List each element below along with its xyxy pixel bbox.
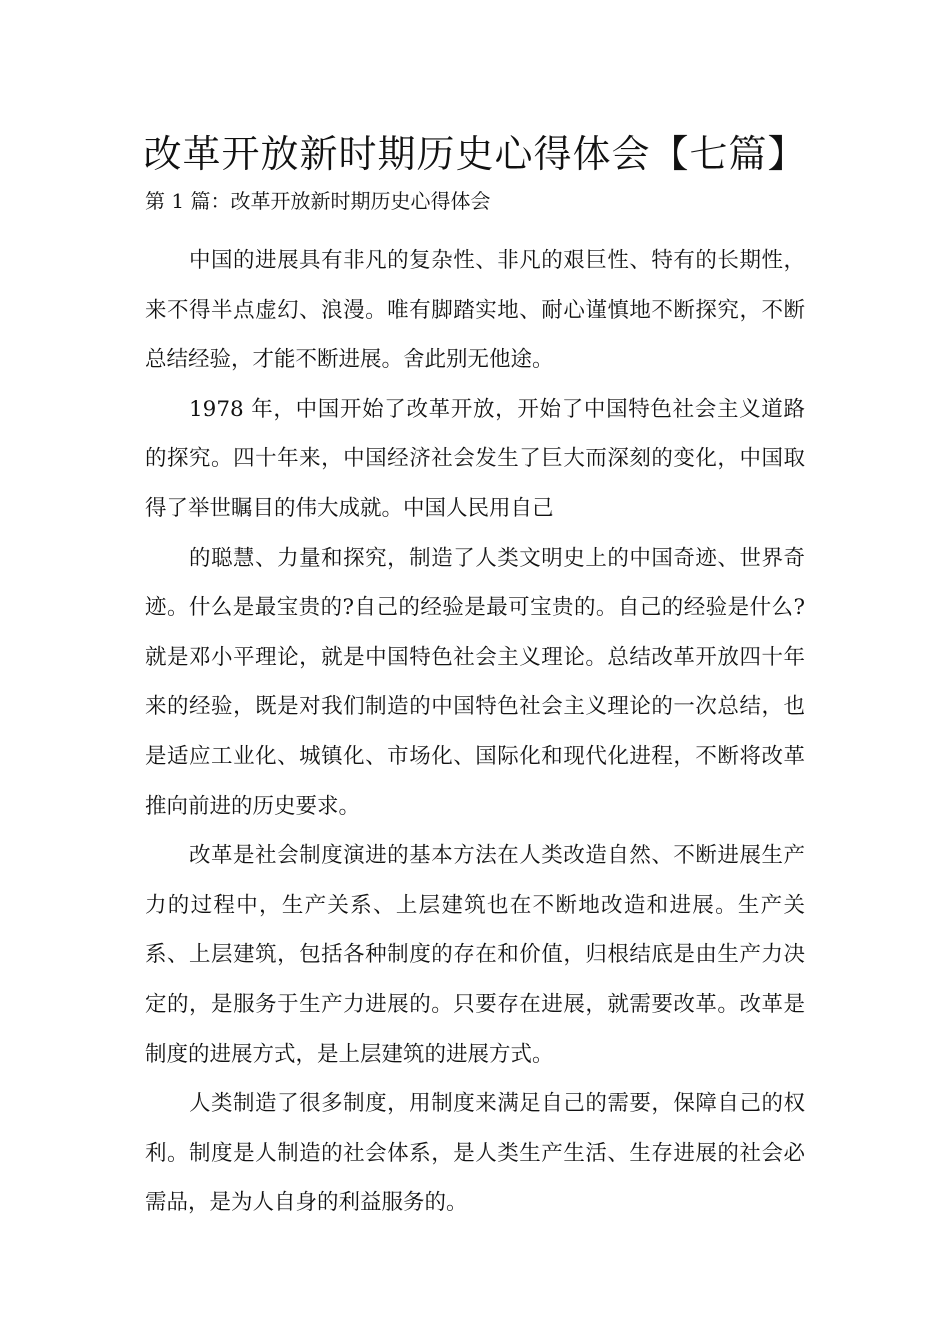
document-body (145, 236, 805, 1228)
paragraph-5: 人类制造了很多制度，用制度来满足自己的需要，保障自己的权利。制度是人制造的社会体系，是人类生产生活、生存进展的社会必需品，是为人自身的利益服务的。 (145, 1091, 805, 1216)
paragraph-2: 1978 年，中国开始了改革开放，开始了中国特色社会主义道路的探究。四十年来，中国经济社会发生了巨大而深刻的变化，中国取得了举世瞩目的伟大成就。中国人民用自己 (145, 396, 805, 521)
section-heading: 第 1 篇：改革开放新时期历史心得体会 (145, 189, 491, 213)
paragraph-3: 的聪慧、力量和探究，制造了人类文明史上的中国奇迹、世界奇迹。什么是最宝贵的?自己的经验是最可宝贵的。自己的经验是什么?就是邓小平理论，就是中国特色社会主义理论。总结改革开放四十年来的经验，既是对我们制造的中国特色社会主义理论的一次总结，也是适应工业化、城镇化、市场化、国际化和现代化进程，不断将改革推向前进的历史要求。 (145, 545, 805, 819)
document-title: 改革开放新时期历史心得体会【七篇】 (143, 132, 807, 176)
paragraph-1: 中国的进展具有非凡的复杂性、非凡的艰巨性、特有的长期性，来不得半点虚幻、浪漫。唯有脚踏实地、耐心谨慎地不断探究，不断总结经验，才能不断进展。舍此别无他途。 (145, 248, 805, 373)
paragraph-4: 改革是社会制度演进的基本方法在人类改造自然、不断进展生产力的过程中，生产关系、上层建筑也在不断地改造和进展。生产关系、上层建筑，包括各种制度的存在和价值，归根结底是由生产力决定的，是服务于生产力进展的。只要存在进展，就需要改革。改革是制度的进展方式，是上层建筑的进展方式。 (145, 843, 805, 1067)
